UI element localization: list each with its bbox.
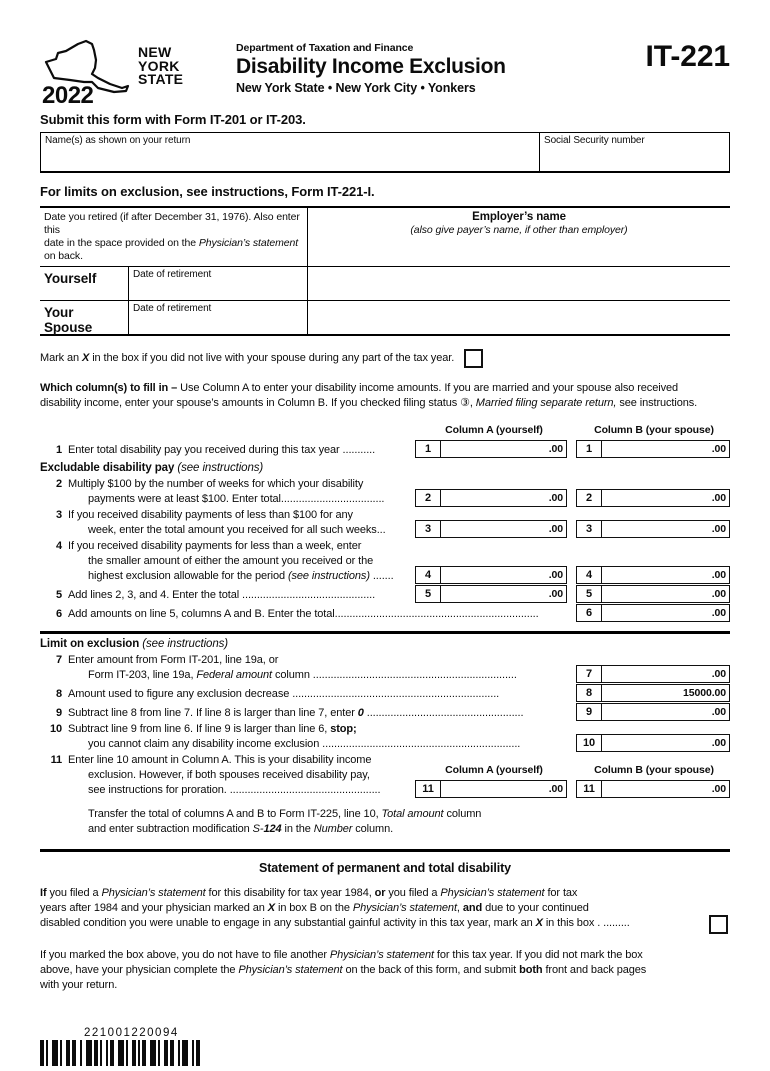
spouse-not-living-row: [40, 349, 730, 368]
line-5-input-b[interactable]: .00: [711, 588, 726, 600]
line-7: 7 Enter amount from Form IT-201, line 19a, or Form IT-203, line 19a, Federal amount column ..................................................................... 7 .00: [40, 653, 730, 683]
line-3: 3 If you received disability payments of less than $100 for any week, enter the total amount you received for all such weeks... 3 .00 3 .00: [40, 508, 730, 538]
spouse-employer-field[interactable]: [307, 301, 730, 334]
column-headers: [40, 424, 730, 436]
line-11: 11 Enter line 10 amount in Column A. This is your disability income exclusion. However, if both spouses received disability pay, see instructions for proration. ................................................... Column A (yourself) Column B (your spouse) 11 .00 11 .00: [40, 753, 730, 798]
line-3-box-b: 3 .00: [576, 520, 730, 538]
retirement-row-yourself: [40, 267, 730, 300]
limits-note: For limits on exclusion, see instructions, Form IT-221-I.: [40, 184, 375, 199]
date-of-retirement-label: Date of retirement: [133, 269, 212, 280]
form-number: IT-221: [645, 40, 730, 73]
form-header: [40, 36, 730, 110]
column-b-header: Column B (your spouse): [594, 424, 714, 436]
line-3-input-a[interactable]: .00: [548, 523, 563, 535]
barcode-number: 221001220094: [84, 1026, 179, 1039]
transfer-note: Transfer the total of columns A and B to Form IT-225, line 10, Total amount column and enter subtraction modification S-124 in the Number column.: [88, 807, 482, 835]
line-4-box-b: 4 .00: [576, 566, 730, 584]
line-11-input-b[interactable]: .00: [711, 782, 726, 795]
line-4-input-a[interactable]: .00: [548, 569, 563, 581]
yourself-label: Yourself: [44, 271, 97, 286]
form-subtitle: New York State • New York City • Yonkers: [236, 81, 476, 95]
line-4-box-a: 4 .00: [415, 566, 567, 584]
spouse-retirement-date-field[interactable]: [128, 301, 307, 334]
line-6-box: 6 .00: [576, 604, 730, 622]
spouse-not-living-text: Mark an X in the box if you did not live with your spouse during any part of the tax year.: [40, 352, 455, 364]
column-b-header: Column B (your spouse): [594, 763, 714, 776]
which-columns-note: Which column(s) to fill in – Use Column A to enter your disability income amounts. If you are married and your spouse also received disability income, enter your spouse’s amounts in Column B. If you checked filing status ③, Married filing separate return, see instructions.: [40, 382, 698, 409]
logo-text: [138, 46, 183, 87]
limit-section-header: Limit on exclusion (see instructions): [40, 637, 229, 650]
line-6: 6 Add amounts on line 5, columns A and B. Enter the total..................................................................... 6 .00: [40, 604, 730, 622]
identity-table: [40, 132, 730, 173]
line-8-box: 8 15000.00: [576, 684, 730, 702]
section-divider: [40, 631, 730, 634]
header-titles: [236, 36, 646, 95]
line-11-box-a: 11 .00: [415, 780, 567, 798]
line-5: 5 Add lines 2, 3, and 4. Enter the total ............................................. 5 .00 5 .00: [40, 585, 730, 603]
statement-divider: [40, 849, 730, 852]
spouse-label: Your Spouse: [44, 305, 93, 335]
line-5-input-a[interactable]: .00: [548, 588, 563, 600]
nys-logo: [40, 36, 236, 110]
line-6-input[interactable]: .00: [711, 607, 726, 619]
line-4-input-b[interactable]: .00: [711, 569, 726, 581]
logo-line-york: YORK: [138, 57, 180, 74]
submit-note: Submit this form with Form IT-201 or IT-203.: [40, 112, 306, 127]
statement-paragraph-1: If you filed a Physician’s statement for this disability for tax year 1984, or you filed a Physician’s statement for tax years after 1984 and your physician marked an X in box B on the Physician’s statement, and due to your continued disabled condition you were unable to engage in any substantial gainful activity in this tax year, mark an X in this box . .........: [40, 886, 730, 931]
form-title: Disability Income Exclusion: [236, 55, 506, 78]
line-1-box-b: 1 .00: [576, 440, 730, 458]
line-1-input-a[interactable]: .00: [548, 443, 563, 455]
line-9: 9 Subtract line 8 from line 7. If line 8 is larger than line 7, enter 0 ..................................................... 9 .00: [40, 703, 730, 721]
line-9-box: 9 .00: [576, 703, 730, 721]
physician-statement-checkbox[interactable]: [709, 915, 728, 934]
line-2-input-a[interactable]: .00: [548, 492, 563, 504]
line-1: 1 Enter total disability pay you received during this tax year ........... 1 .00 1 .00: [40, 440, 730, 458]
logo-line-state: STATE: [138, 71, 184, 87]
line-5-box-a: 5 .00: [415, 585, 567, 603]
line-2-box-b: 2 .00: [576, 489, 730, 507]
line-9-input[interactable]: .00: [711, 705, 726, 718]
line-2-box-a: 2 .00: [415, 489, 567, 507]
statement-title: Statement of permanent and total disability: [259, 860, 511, 875]
date-of-retirement-label: Date of retirement: [133, 303, 212, 314]
line-11-box-b: 11 .00: [576, 780, 730, 798]
line-7-box: 7 .00: [576, 665, 730, 683]
yourself-employer-field[interactable]: [307, 267, 730, 300]
line-3-box-a: 3 .00: [415, 520, 567, 538]
line-10-input[interactable]: .00: [711, 736, 726, 749]
barcode-icon: [40, 1040, 200, 1066]
employer-name-header: Employer’s name (also give payer’s name, if other than employer): [307, 208, 730, 266]
logo-line-new: NEW: [138, 44, 172, 60]
excludable-section-header: Excludable disability pay (see instructions): [40, 462, 264, 474]
ssn-label: Social Security number: [544, 135, 645, 146]
retirement-table-header: [40, 208, 730, 267]
line-2-input-b[interactable]: .00: [711, 492, 726, 504]
column-a-header: Column A (yourself): [445, 424, 543, 436]
retirement-date-header: Date you retired (if after December 31, 1976). Also enter this date in the space provided on the Physician’s statement on back.: [44, 211, 300, 262]
column-headers-line-11: [415, 764, 730, 776]
line-11-input-a[interactable]: .00: [548, 782, 563, 795]
name-label: Name(s) as shown on your return: [45, 135, 191, 146]
line-7-input[interactable]: .00: [711, 667, 726, 680]
line-3-input-b[interactable]: .00: [711, 523, 726, 535]
retirement-table: [40, 206, 730, 336]
retirement-row-spouse: [40, 300, 730, 334]
line-5-box-b: 5 .00: [576, 585, 730, 603]
line-10: 10 Subtract line 9 from line 6. If line 9 is larger than line 6, stop; you cannot claim any disability income exclusion ................................................................... 10 .00: [40, 722, 730, 752]
column-a-header: Column A (yourself): [445, 763, 543, 776]
yourself-retirement-date-field[interactable]: [128, 267, 307, 300]
spouse-not-living-checkbox[interactable]: [464, 349, 483, 368]
line-8: 8 Amount used to figure any exclusion decrease ...................................................................... 8 15000.00: [40, 684, 730, 702]
line-1-input-b[interactable]: .00: [711, 443, 726, 455]
ssn-field[interactable]: [539, 133, 729, 171]
statement-paragraph-2: If you marked the box above, you do not have to file another Physician’s statement for this tax year. If you did not mark the box above, have your physician complete the Physician’s statement on the back of this form, and submit both front and back pages with your return.: [40, 948, 647, 991]
name-field[interactable]: [41, 133, 539, 171]
agency-name: Department of Taxation and Finance: [236, 42, 414, 54]
line-8-preprinted-value: 15000.00: [683, 686, 726, 699]
line-4: 4 If you received disability payments for less than a week, enter the smaller amount of either the amount you received or the highest exclusion allowable for the period (see instructions) ....... 4 .00 4 .00: [40, 539, 730, 584]
form-year: 2022: [42, 82, 94, 109]
line-1-box-a: 1 .00: [415, 440, 567, 458]
line-10-box: 10 .00: [576, 734, 730, 752]
barcode-section: [40, 1027, 730, 1071]
line-2: 2 Multiply $100 by the number of weeks for which your disability payments were at least $100. Enter total................................... 2 .00 2 .00: [40, 477, 730, 507]
